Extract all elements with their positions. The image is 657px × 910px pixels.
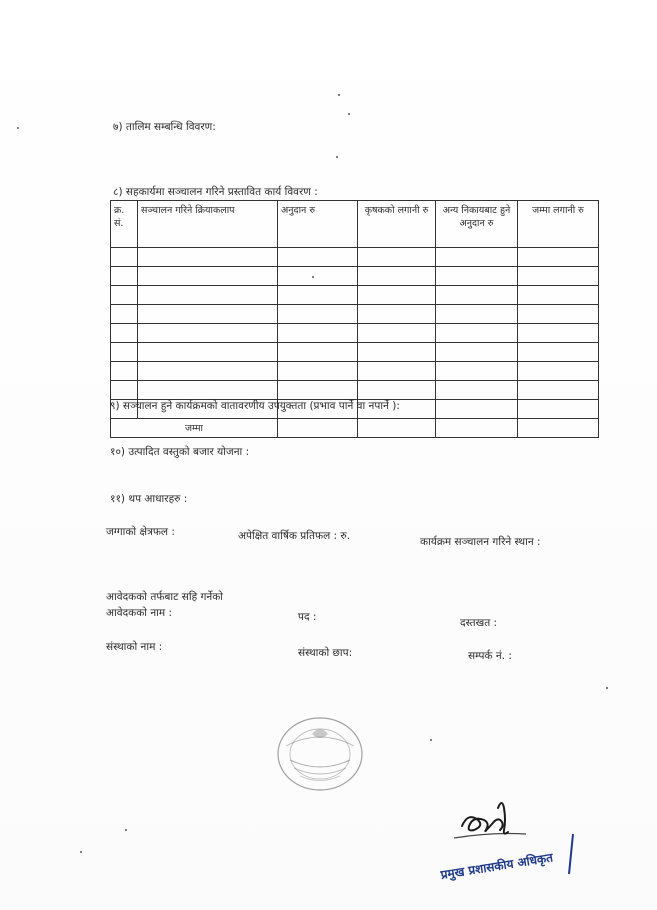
cell [111, 248, 138, 267]
cell [138, 362, 278, 381]
cell [138, 305, 278, 324]
cell [138, 286, 278, 305]
officer-title-stamp: प्रमुख प्रशासकीय अधिकृत [439, 850, 554, 883]
cell [436, 324, 518, 343]
cell [111, 381, 138, 400]
cell [518, 286, 599, 305]
cell [436, 286, 518, 305]
handwritten-signature [452, 796, 532, 842]
scan-speck [348, 113, 350, 115]
table-row [111, 362, 599, 381]
section-9-label: ९) सञ्चालन हुने कार्यक्रमको वातावरणीय उपयुक्तता (प्रभाव पार्ने वा नपार्ने ): [110, 400, 400, 412]
municipal-seal-stamp [272, 712, 368, 796]
total-cell [358, 419, 436, 438]
land-area-field [106, 526, 181, 539]
section-8-label: ८) सहकार्यमा सञ्चालन गरिने प्रस्तावित कार्य विवरण : [113, 186, 318, 198]
cell [436, 267, 518, 286]
signatory-heading: आवेदकको तर्फबाट सहि गर्नेको [106, 591, 224, 603]
org-stamp-label: संस्थाको छाप: [298, 647, 353, 659]
cell [111, 343, 138, 362]
cell [111, 324, 138, 343]
applicant-name-field [106, 607, 178, 620]
scan-speck [312, 276, 314, 278]
location-label: कार्यक्रम सञ्चालन गरिने स्थान : [420, 536, 541, 548]
cell [111, 286, 138, 305]
land-area-label: जग्गाको क्षेत्रफल : [106, 526, 175, 538]
org-name-label: संस्थाको नाम : [106, 641, 163, 653]
col-grant: अनुदान रु [278, 201, 358, 248]
col-farmer-investment: कृषकको लगानी रु [358, 201, 436, 248]
cell [111, 305, 138, 324]
table-header-row [111, 201, 599, 248]
cell [138, 381, 278, 400]
total-label: जम्मा [111, 419, 278, 438]
col-serial: क्र. सं. [111, 201, 138, 248]
cell [358, 248, 436, 267]
cell [358, 324, 436, 343]
cell [358, 286, 436, 305]
cell [358, 267, 436, 286]
stamp-bar-mark [566, 832, 576, 876]
col-activity: सञ्चालन गरिने क्रियाकलाप [138, 201, 278, 248]
applicant-name-label: आवेदकको नाम : [106, 607, 173, 619]
signature-field [460, 617, 503, 630]
expected-return-label: अपेक्षित वार्षिक प्रतिफल : रु. [238, 530, 351, 542]
cell [278, 324, 358, 343]
cell [518, 400, 599, 419]
cell [358, 381, 436, 400]
post-label: पद : [298, 611, 317, 623]
cell [518, 381, 599, 400]
cell [436, 248, 518, 267]
cell [436, 362, 518, 381]
cell [278, 343, 358, 362]
total-row [111, 419, 599, 438]
cell [278, 381, 358, 400]
cell [138, 248, 278, 267]
cell [278, 286, 358, 305]
col-total-investment: जम्मा लगानी रु [518, 201, 599, 248]
table-row [111, 381, 599, 400]
location-field [420, 536, 547, 549]
expected-return-field [238, 530, 356, 543]
cell [518, 248, 599, 267]
cell [111, 362, 138, 381]
contact-label: सम्पर्क नं. : [468, 650, 512, 662]
section-10-label: १०) उत्पादित वस्तुको बजार योजना : [110, 446, 250, 458]
cell [518, 267, 599, 286]
total-cell [518, 419, 599, 438]
section-11-label: ११) थप आधारहरु : [110, 493, 188, 505]
scan-speck [17, 127, 19, 129]
table-row [111, 248, 599, 267]
cell [138, 267, 278, 286]
org-name-field [106, 641, 168, 654]
cell [278, 267, 358, 286]
section-7-label: ७) तालिम सम्बन्धि विवरण: [113, 121, 216, 133]
scan-speck [125, 829, 127, 831]
scan-speck [336, 156, 338, 158]
cell [278, 362, 358, 381]
cell [436, 400, 518, 419]
cell [518, 305, 599, 324]
contact-field [468, 650, 518, 663]
cell [278, 248, 358, 267]
col-other-grant: अन्य निकायबाट हुने अनुदान रु [436, 201, 518, 248]
scan-speck [338, 94, 340, 96]
table-row [111, 267, 599, 286]
cell [436, 305, 518, 324]
table-row [111, 305, 599, 324]
post-field [298, 611, 322, 624]
cell [358, 362, 436, 381]
total-cell [278, 419, 358, 438]
scan-speck [606, 687, 608, 689]
org-stamp-field [298, 647, 358, 660]
cell [518, 324, 599, 343]
cell [436, 381, 518, 400]
signature-label: दस्तखत : [460, 617, 498, 629]
table-row [111, 286, 599, 305]
table-row [111, 343, 599, 362]
cell [358, 305, 436, 324]
cell [518, 362, 599, 381]
cell [138, 324, 278, 343]
cell [436, 343, 518, 362]
scan-speck [430, 739, 432, 741]
cell [278, 305, 358, 324]
cell [358, 343, 436, 362]
cell [111, 267, 138, 286]
cell [138, 343, 278, 362]
table-row [111, 324, 599, 343]
scan-speck [80, 851, 82, 853]
cell [518, 343, 599, 362]
total-cell [436, 419, 518, 438]
